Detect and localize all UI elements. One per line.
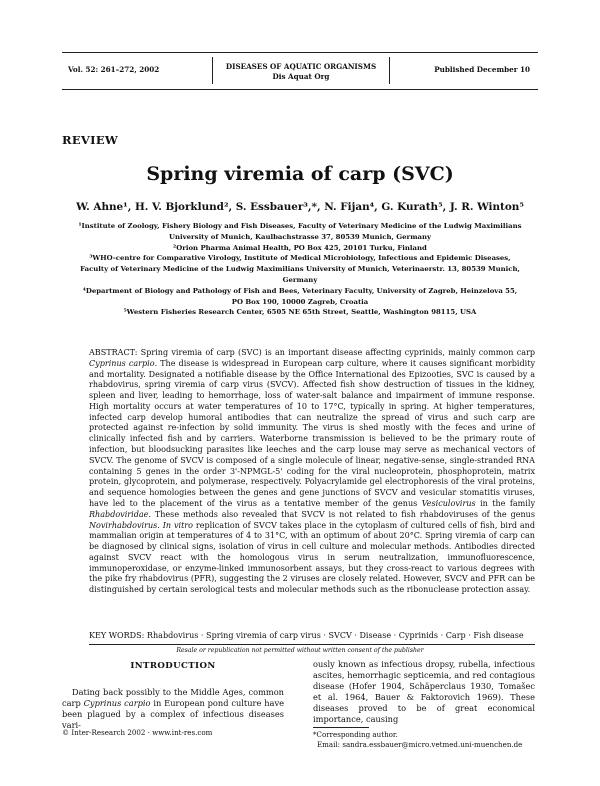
paper-title: Spring viremia of carp (SVC) <box>146 163 454 185</box>
abstract <box>89 348 535 596</box>
affiliation-line: ⁴Department of Biology and Pathology of Fish and Bees, Veterinary Faculty, University of Zagreb, Heinzelova 55, <box>82 286 518 295</box>
author-list: W. Ahne¹, H. V. Bjorklund², S. Essbauer³,*, N. Fijan⁴, G. Kurath⁵, J. R. Winton⁵ <box>76 201 524 213</box>
journal-abbrev: Dis Aquat Org <box>272 72 330 81</box>
journal-title: DISEASES OF AQUATIC ORGANISMS <box>225 62 377 71</box>
affiliation-line: ⁵Western Fisheries Research Center, 6505 NE 65th Street, Seattle, Washington 98115, USA <box>123 308 477 317</box>
section-label: REVIEW <box>62 133 119 147</box>
footnote <box>313 730 522 750</box>
affiliation-line: Faculty of Veterinary Medicine of the Ludwig Maximilians University of Munich, Veterinaerstr. 13, 80539 Munich, Germany <box>80 265 520 284</box>
journal-name <box>212 57 390 84</box>
abstract-text: replication of SVCV takes place in the cytoplasm of cultured cells of fish, bird and mammalian origin at temperatures of 4 to 31°C, with an optimum of about 20°C. Spring viremia of carp can be diagnosed by clinical signs, isolation of virus in cell culture and molecular methods. Antibodies directed against SVCV react with the homologous virus in serum neutralization, immunofluorescence, immunoperoxidase, or enzyme-linked immunosorbent assays, but they cross-react to various degrees with the pike fry rhabdovirus (PFR), suggesting the 2 viruses are closely related. However, SVCV and PFR can be distinguished by certain serological tests and molecular methods such as the ribonuclease protection assay. <box>89 520 535 595</box>
resale-notice: Resale or republication not permitted without written consent of the publisher <box>176 647 424 654</box>
affiliation-line: University of Munich, Kaulbachstrasse 37, 80539 Munich, Germany <box>169 232 431 241</box>
divider <box>89 644 535 645</box>
abstract-text: . <box>157 520 163 530</box>
affiliation-line: ²Orion Pharma Animal Health, PO Box 425, 20101 Turku, Finland <box>173 243 427 252</box>
intro-paragraph <box>62 687 284 731</box>
genus-name: Vesiculovirus <box>421 498 476 508</box>
keywords: KEY WORDS: Rhabdovirus · Spring viremia of carp virus · SVCV · Disease · Cyprinids · Carp · Fish disease <box>89 631 524 640</box>
right-column: ously known as infectious dropsy, rubella, infectious ascites, hemorrhagic septicemia, and red contagious disease (Hofer 1904, Schäperclaus 1930, Tomašec et al. 1964, Bauer & Faktorovich 1969). These diseases proved to be of great economical importance, causing <box>313 659 535 724</box>
volume-info: Vol. 52: 261–272, 2002 <box>68 65 160 74</box>
intro-text: in European pond culture have been plagued by a complex of infectious diseases vari- <box>62 697 284 730</box>
species-name: Cyprinus carpio <box>83 697 151 708</box>
journal-header <box>62 52 538 90</box>
species-name: Cyprinus carpio <box>89 358 155 368</box>
author-email[interactable]: Email: sandra.essbauer@micro.vetmed.uni-muenchen.de <box>317 740 523 749</box>
corresponding-author: *Corresponding author. <box>313 730 398 739</box>
affiliation-line: PO Box 190, 10000 Zagreb, Croatia <box>231 297 369 306</box>
affiliation-line: ¹Institute of Zoology, Fishery Biology and Fish Diseases, Faculty of Veterinary Medicine of the Ludwig Maximilians <box>78 222 522 230</box>
abstract-text: ABSTRACT: Spring viremia of carp (SVC) is an important disease affecting cyprinids, mainly common carp <box>89 348 535 357</box>
latin-term: In vitro <box>162 520 193 530</box>
affiliation-line: ³WHO-centre for Comparative Virology, Institute of Medical Microbiology, Infectious and Epidemic Diseases, <box>89 254 511 263</box>
intro-text: Dating back possibly to the Middle Ages, common carp <box>62 686 284 708</box>
footnote-divider <box>313 727 369 728</box>
affiliations <box>62 221 538 318</box>
genus-name: Novirhabdovirus <box>89 520 158 530</box>
family-name: Rhabdoviridae <box>89 509 149 519</box>
intro-heading: INTRODUCTION <box>130 661 216 671</box>
abstract-text: . The disease is widespread in European carp culture, where it causes significant morbidity and mortality. Designated a notifiable disease by the Office International des Epizooties, SVC is caused by a rhabdovirus, spring viremia of carp virus (SVCV). Affected fish show destruction of tissues in the kidney, spleen and liver, leading to hemorrhage, loss of water-salt balance and impairment of immune response. High mortality occurs at water temperatures of 10 to 17°C, typically in spring. At higher temperatures, infected carp develop humoral antibodies that can neutralize the spread of virus and such carp are protected against re-infection by solid immunity. The virus is shed mostly with the feces and urine of clinically infected fish and by carriers. Waterborne transmission is believed to be the primary route of infection, but bloodsucking parasites like leeches and the carp louse may serve as mechanical vectors of SVCV. The genome of SVCV is composed of a single molecule of linear, negative-sense, single-stranded RNA containing 5 genes in the order 3'-NPMGL-5' coding for the viral nucleoprotein, phosphoprotein, matrix protein, glycoprotein, and polymerase, respectively. Polyacrylamide gel electrophoresis of the viral proteins, and sequence homologies between the genes and gene junctions of SVCV and vesicular stomatitis viruses, have led to the placement of the virus as a tentative member of the genus <box>89 358 535 508</box>
copyright: © Inter-Research 2002 · www.int-res.com <box>62 728 213 737</box>
abstract-text: . These methods also revealed that SVCV is not related to fish rhabdoviruses of the genus <box>148 509 535 519</box>
abstract-text: in the family <box>475 498 535 508</box>
left-column <box>62 657 284 731</box>
publish-date: Published December 10 <box>434 65 530 74</box>
